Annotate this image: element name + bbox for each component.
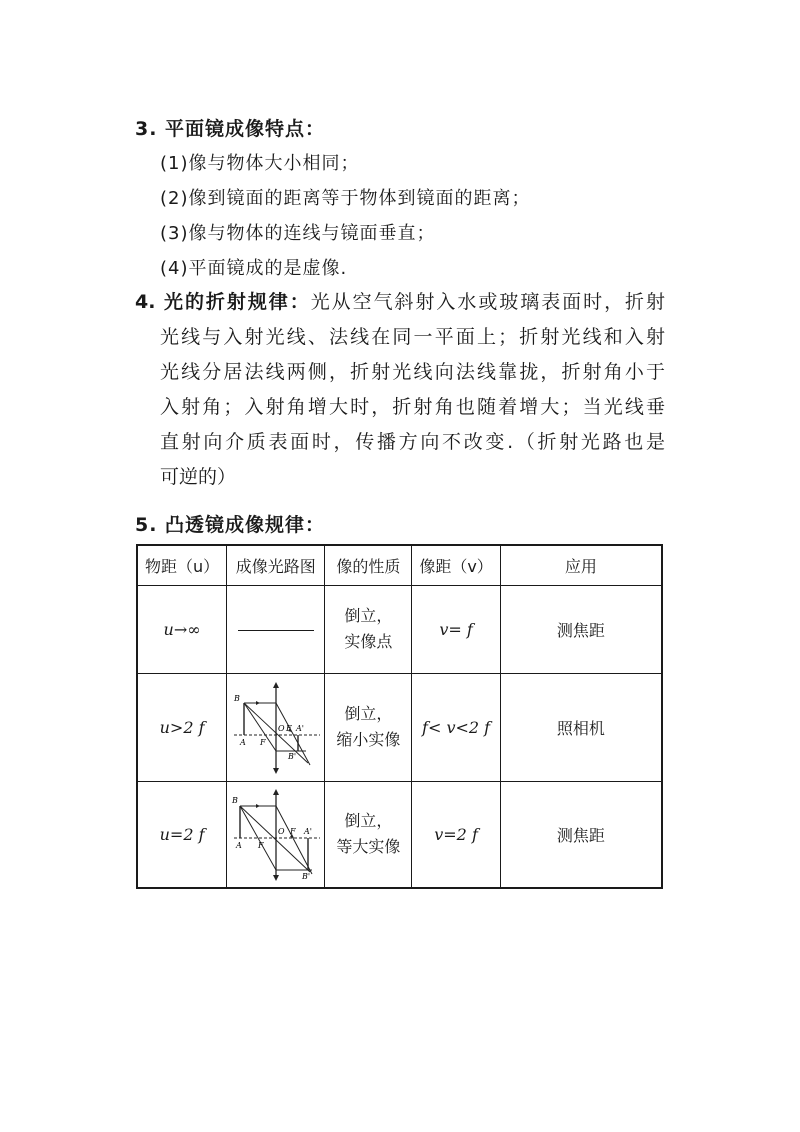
label-B: B [231, 796, 238, 806]
row3-ray-diagram [227, 781, 325, 888]
row3-application: 测焦距 [500, 781, 662, 888]
section-4-line-3: 光线分居法线两侧，折射光线向法线靠拢，折射角小于 [160, 361, 665, 383]
label-F2: F [285, 724, 292, 733]
row2-nature-line2: 缩小实像 [336, 730, 401, 749]
row1-application: 测焦距 [500, 585, 662, 673]
section-4-line-2: 光线与入射光线、法线在同一平面上；折射光线和入射 [160, 326, 665, 348]
row2-ray-diagram [227, 673, 325, 781]
ray-diagram-equal [230, 786, 322, 882]
ray-diagram-reduced [230, 679, 322, 775]
header-object-distance: 物距（u） [137, 545, 227, 585]
section-4-line-1-text: 光从空气斜射入水或玻璃表面时，折射 [310, 291, 665, 313]
label-F: F [259, 738, 266, 747]
row1-ray-diagram [227, 585, 325, 673]
label-O: O [277, 724, 285, 733]
section-4-line-6: 可逆的） [160, 466, 237, 488]
label-A2: A' [295, 724, 304, 733]
section-4-paragraph [135, 285, 665, 495]
convex-lens-table [136, 544, 663, 889]
section-4-line-4: 入射角；入射角增大时，折射角也随着增大；当光线垂 [160, 396, 665, 418]
table-header-row [137, 545, 662, 585]
label-B: B [233, 694, 240, 703]
row1-image-nature [325, 585, 412, 673]
section-3-item-1: (1)像与物体大小相同； [160, 153, 360, 174]
row3-nature-line2: 等大实像 [336, 837, 401, 857]
row1-image-distance: v= f [412, 585, 500, 673]
section-4-line-5: 直射向介质表面时，传播方向不改变.（折射光路也是 [160, 431, 665, 453]
section-3-item-3: (3)像与物体的连线与镜面垂直； [160, 223, 436, 244]
row1-nature-line2: 实像点 [344, 632, 393, 651]
row2-application: 照相机 [500, 673, 662, 781]
header-ray-diagram: 成像光路图 [227, 545, 325, 585]
label-F: F [257, 841, 264, 851]
header-image-distance: 像距（v） [412, 545, 500, 585]
row3-nature-line1: 倒立， [344, 811, 393, 831]
row2-image-distance: f< v<2 f [412, 673, 500, 781]
label-O: O [277, 827, 285, 837]
row3-object-distance: u=2 f [137, 781, 227, 888]
label-B2: B' [301, 872, 310, 882]
label-F2: F [289, 827, 296, 837]
table-row [137, 585, 662, 673]
row2-image-nature [325, 673, 412, 781]
table-row [137, 781, 662, 888]
section-4-lead: 4. 光的折射规律： [135, 291, 311, 313]
table-row [137, 673, 662, 781]
row3-image-distance: v=2 f [412, 781, 500, 888]
header-application: 应用 [500, 545, 662, 585]
section-3-heading: 3. 平面镜成像特点： [135, 118, 326, 140]
section-3-item-2: (2)像到镜面的距离等于物体到镜面的距离； [160, 188, 531, 209]
section-4-line-1 [135, 285, 665, 320]
label-A: A [239, 738, 246, 747]
row2-object-distance: u>2 f [137, 673, 227, 781]
row2-nature-line1: 倒立， [344, 704, 393, 723]
label-A2: A' [303, 827, 312, 837]
section-3-item-4: (4)平面镜成的是虚像. [160, 258, 348, 279]
section-5-heading: 5. 凸透镜成像规律： [135, 514, 326, 536]
row3-image-nature [325, 781, 412, 888]
row1-nature-line1: 倒立， [344, 606, 393, 625]
label-B2: B' [287, 752, 296, 761]
row1-object-distance: u→∞ [137, 585, 227, 673]
header-image-nature: 像的性质 [325, 545, 412, 585]
label-A: A [235, 841, 242, 851]
blank-answer-line [238, 630, 314, 631]
